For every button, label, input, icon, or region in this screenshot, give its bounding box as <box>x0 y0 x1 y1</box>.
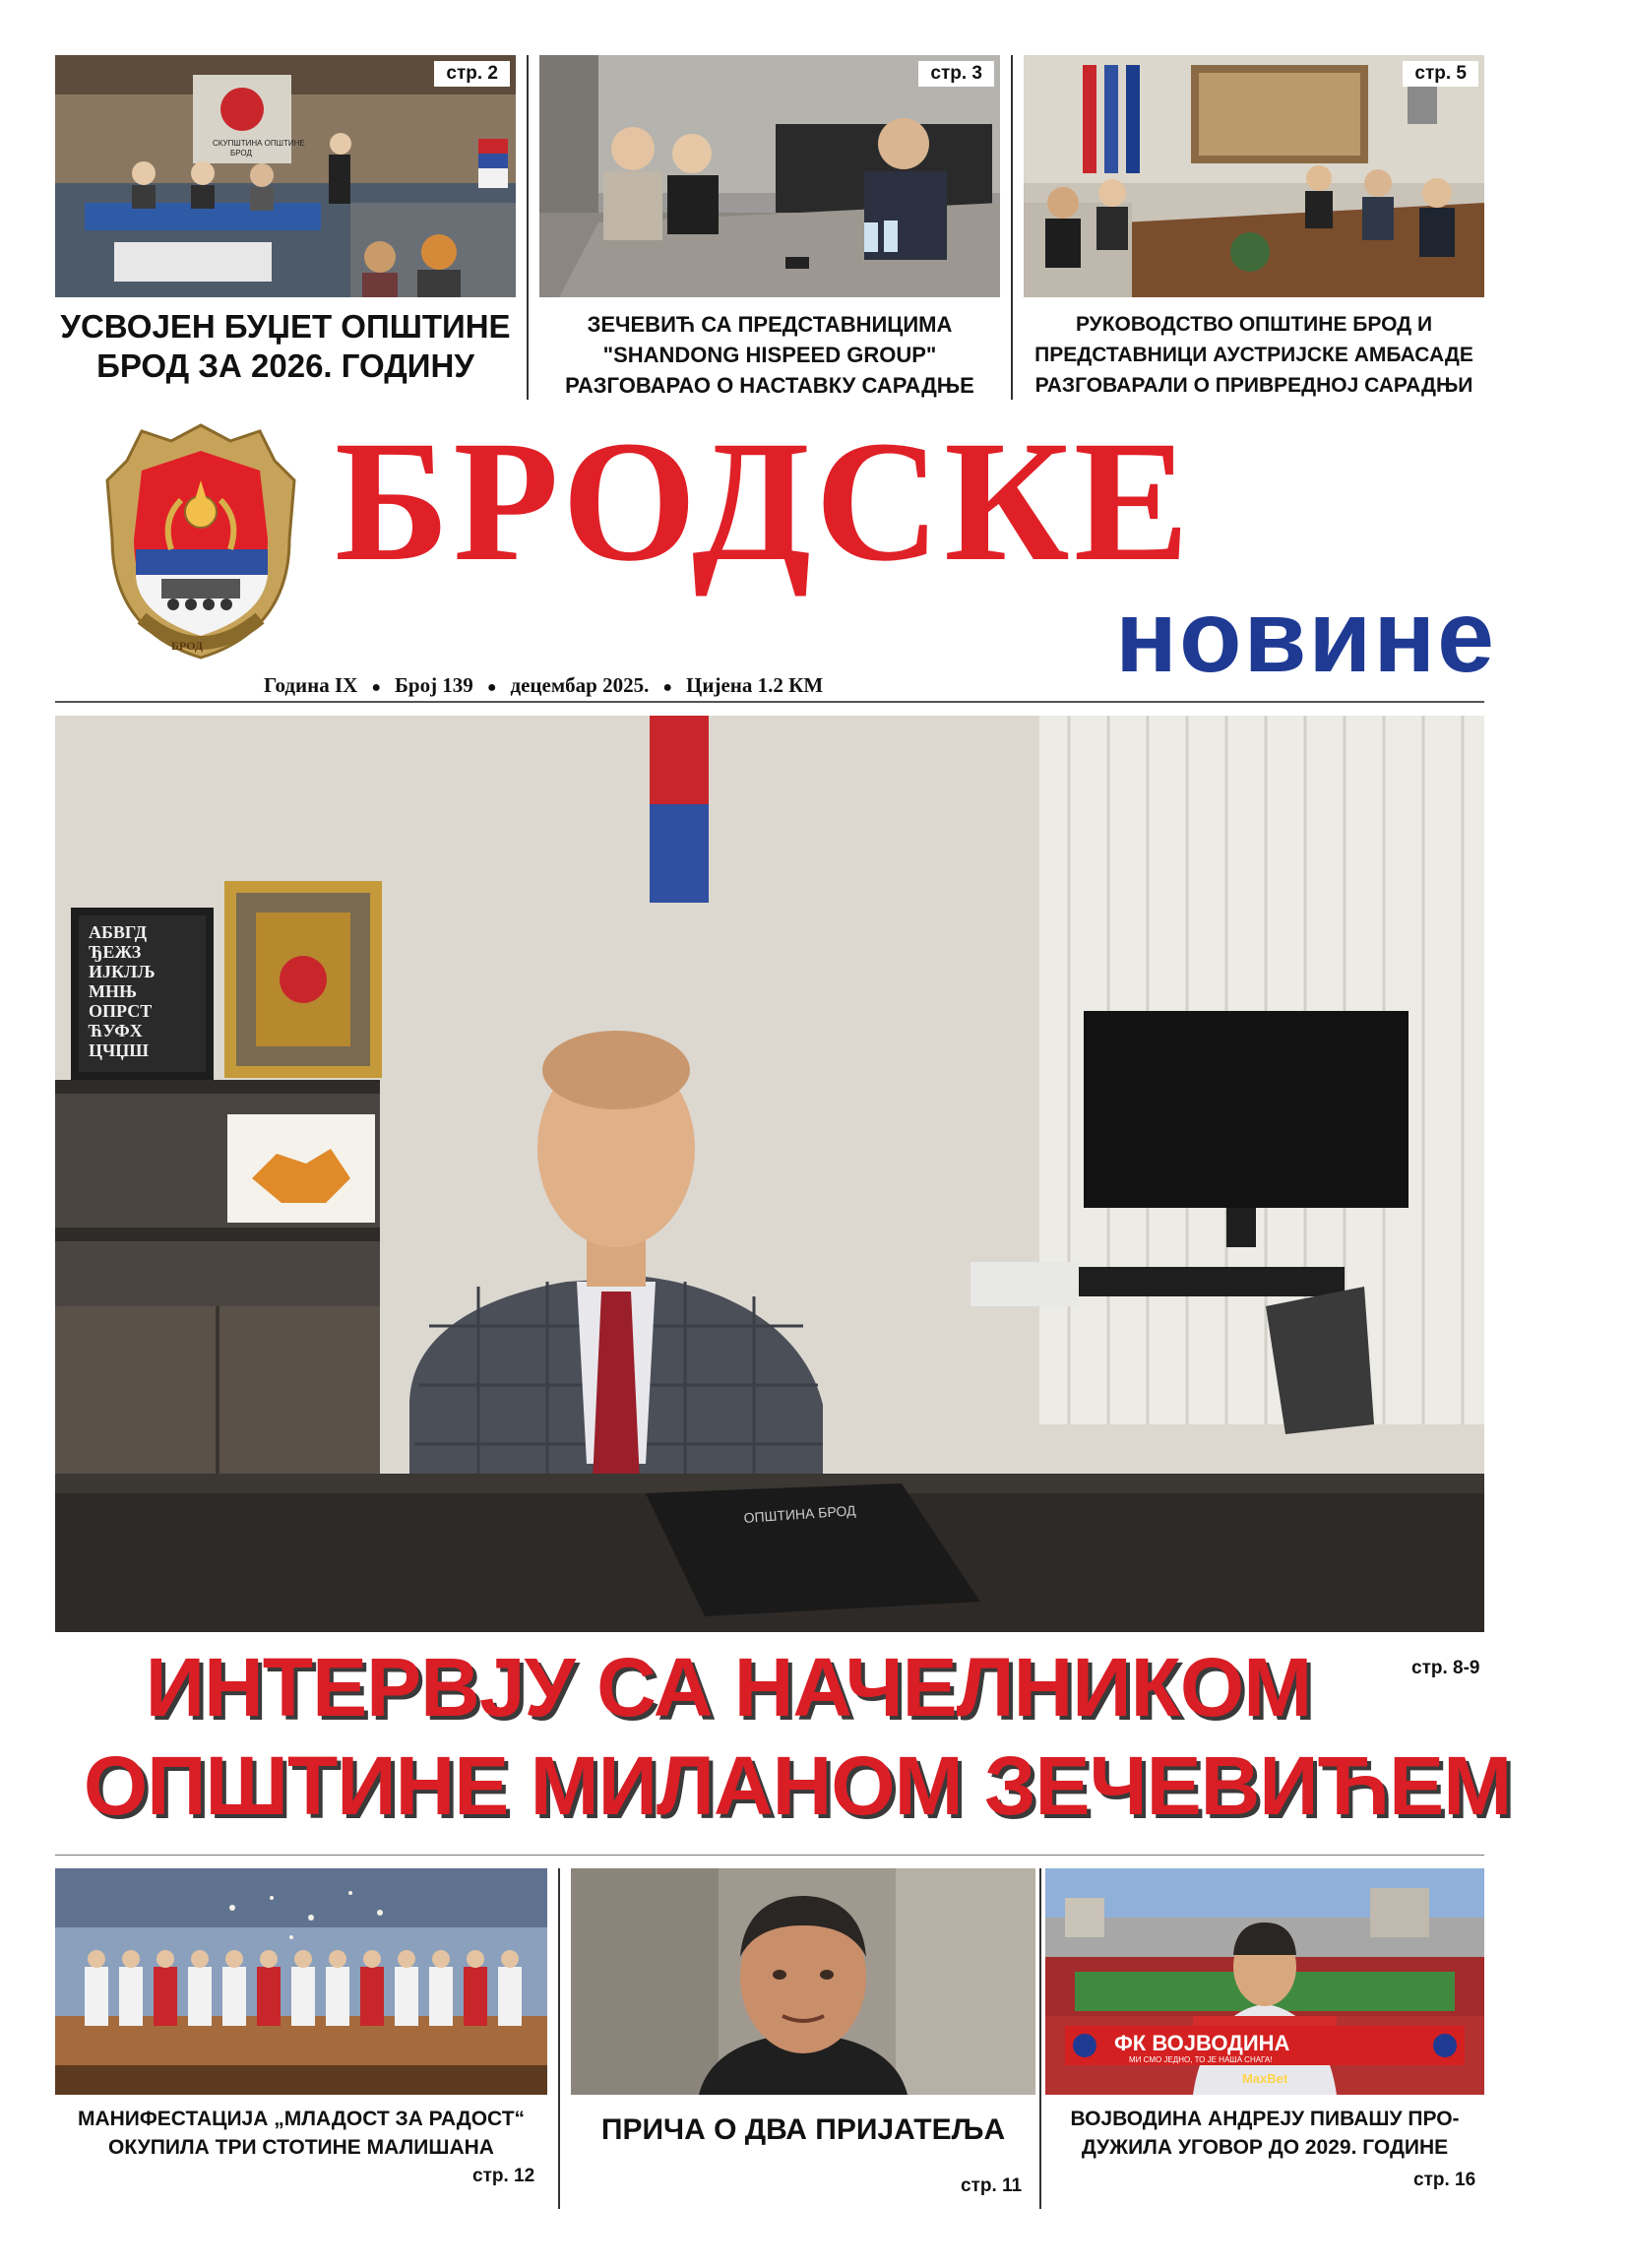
top-story-2-photo[interactable] <box>539 55 1000 297</box>
portrait-illustration <box>571 1868 1035 2095</box>
bottom-story-2-headline[interactable] <box>571 2112 1035 2148</box>
folklore-stage-illustration <box>55 1868 547 2095</box>
issue-info <box>264 670 823 700</box>
issue-date: децембар 2025. <box>510 673 650 697</box>
top-story-2-headline-line2: "SHANDONG HISPEED GROUP" <box>602 343 937 367</box>
bottom-story-1-headline-line1: МАНИФЕСТАЦИЈА „МЛАДОСТ ЗА РАДОСТ“ <box>77 2108 526 2130</box>
top-divider-2 <box>1011 55 1013 400</box>
bottom-story-1-headline-line2: ОКУПИЛА ТРИ СТОТИНЕ МАЛИШАНА <box>108 2136 494 2159</box>
bullet-icon: ● <box>486 679 497 696</box>
bottom-story-1-page: стр. 12 <box>472 2166 535 2186</box>
municipality-crest-logo <box>102 421 299 667</box>
bottom-rule <box>55 1855 1484 1856</box>
top-story-3-photo[interactable] <box>1024 55 1484 297</box>
bottom-story-3-headline-line2: ДУЖИЛА УГОВОР ДО 2029. ГОДИНЕ <box>1081 2136 1449 2159</box>
crest-icon <box>102 421 299 667</box>
bottom-story-1-headline[interactable] <box>55 2105 547 2162</box>
top-divider-1 <box>527 55 529 400</box>
assembly-sign-line2: БРОД <box>230 149 252 158</box>
alphabet-line-2: ЂЕЖЗ <box>89 942 142 962</box>
bottom-story-3-page: стр. 16 <box>1413 2170 1476 2190</box>
alphabet-line-5: ОПРСТ <box>89 1001 153 1021</box>
newspaper-title: БРОДСКЕ <box>335 406 1194 598</box>
top-story-2-headline-line3: РАЗГОВАРАО О НАСТАВКУ САРАДЊЕ <box>565 373 974 398</box>
bottom-divider-1 <box>558 1868 560 2209</box>
top-story-3-headline[interactable] <box>1024 309 1484 401</box>
issue-number: Број 139 <box>395 673 473 697</box>
scarf-sponsor: MaxBet <box>1242 2071 1288 2086</box>
alphabet-line-3: ИЈКЛЉ <box>89 962 156 981</box>
main-headline-line2[interactable]: ОПШТИНЕ МИЛАНОМ ЗЕЧЕВИЋЕМ <box>83 1739 1512 1832</box>
top-story-1-page: стр. 2 <box>434 61 510 87</box>
masthead-rule <box>55 701 1484 703</box>
bottom-story-2-page: стр. 11 <box>961 2175 1023 2196</box>
top-story-1-headline-line1: УСВОЈЕН БУЏЕТ ОПШТИНЕ <box>60 308 511 345</box>
bottom-story-2-photo[interactable] <box>571 1868 1035 2095</box>
top-story-2-headline-line1: ЗЕЧЕВИЋ СА ПРЕДСТАВНИЦИМА <box>587 312 953 337</box>
top-story-3-headline-line2: ПРЕДСТАВНИЦИ АУСТРИЈСКЕ АМБАСАДЕ <box>1034 344 1473 366</box>
main-story-photo[interactable] <box>55 716 1484 1632</box>
bullet-icon: ● <box>662 679 673 696</box>
scarf-motto: МИ СМО ЈЕДНО, ТО ЈЕ НАША СНАГА! <box>1129 2055 1273 2064</box>
bottom-story-3-headline-line1: ВОЈВОДИНА АНДРЕЈУ ПИВАШУ ПРО- <box>1070 2108 1460 2130</box>
alphabet-line-6: ЋУФХ <box>89 1021 143 1040</box>
bottom-divider-2 <box>1039 1868 1041 2209</box>
bottom-story-1-photo[interactable] <box>55 1868 547 2095</box>
embassy-meeting-illustration <box>1024 55 1484 297</box>
top-story-3-headline-line1: РУКОВОДСТВО ОПШТИНЕ БРОД И <box>1075 313 1433 336</box>
alphabet-line-4: МНЊ <box>89 981 138 1001</box>
folder-title: ОПШТИНА БРОД <box>743 1502 856 1526</box>
crest-banner-text: БРОД <box>171 639 204 653</box>
top-story-3-headline-line3: РАЗГОВАРАЛИ О ПРИВРЕДНОЈ САРАДЊИ <box>1034 374 1473 397</box>
bottom-story-2-headline-line1: ПРИЧА О ДВА ПРИЈАТЕЉА <box>600 2113 1006 2146</box>
bottom-story-3-headline[interactable] <box>1045 2105 1484 2162</box>
alphabet-line-7: ЦЧЏШ <box>89 1040 149 1060</box>
top-story-1-headline-line2: БРОД ЗА 2026. ГОДИНУ <box>96 347 474 384</box>
top-story-3-page: стр. 5 <box>1403 61 1478 87</box>
football-stadium-illustration <box>1045 1868 1484 2095</box>
newspaper-subtitle: новине <box>1115 580 1496 694</box>
assembly-hall-illustration <box>55 55 516 297</box>
top-story-1-photo[interactable] <box>55 55 516 297</box>
top-story-1-headline[interactable] <box>55 307 516 386</box>
main-story-page: стр. 8-9 <box>1411 1658 1480 1678</box>
meeting-illustration <box>539 55 1000 297</box>
assembly-sign-line1: СКУПШТИНА ОПШТИНЕ <box>213 139 305 148</box>
mayor-office-illustration <box>55 716 1484 1632</box>
bottom-story-3-photo[interactable] <box>1045 1868 1484 2095</box>
top-story-2-headline[interactable] <box>539 309 1000 401</box>
bullet-icon: ● <box>371 679 381 696</box>
issue-year: Година IX <box>264 673 358 697</box>
top-story-2-page: стр. 3 <box>918 61 994 87</box>
alphabet-line-1: АБВГД <box>89 922 148 942</box>
scarf-club-name: ФК ВОЈВОДИНА <box>1114 2031 1290 2055</box>
main-headline-line1[interactable]: ИНТЕРВЈУ СА НАЧЕЛНИКОМ <box>145 1641 1312 1733</box>
issue-price: Цијена 1.2 КМ <box>686 673 824 697</box>
